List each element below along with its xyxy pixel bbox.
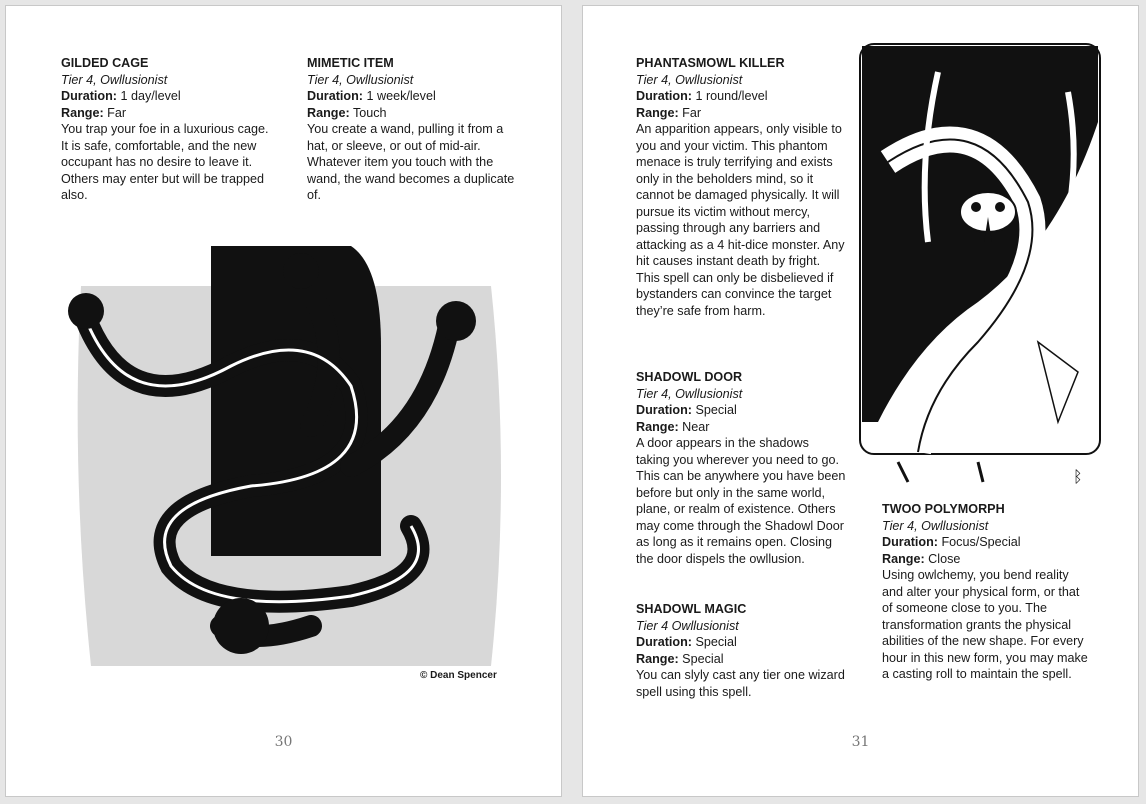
- spell-description: Using owlchemy, you bend reality and alter your physical form, or that of someone close to you. The transformation grants the physical abilities of the new shape. For every hour in this new form, you may make a casting roll to maintain the spell.: [882, 568, 1088, 681]
- spell-shadowl-magic: [636, 601, 846, 700]
- spell-range: Range: Far: [636, 105, 702, 120]
- spell-description: An apparition appears, only visible to you and your victim. This phantom menace is truly terrifying and exists only in the beholders mind, so it cannot be damaged physically. It will pursue its victim without mercy, passing through any barriers and attacking as a 4 hit-dice monster. Any hit causes instant death by fright. This spell can only be disbelieved if bystanders can convince the target they’re safe from harm.: [636, 122, 845, 318]
- spell-tier: Tier 4, Owllusionist: [882, 518, 989, 533]
- owl-monster-illustration: [858, 42, 1103, 487]
- spell-duration: Duration: 1 day/level: [61, 89, 181, 103]
- spell-title: TWOO POLYMORPH: [882, 502, 1005, 516]
- spell-description: A door appears in the shadows taking you wherever you need to go. This can be anywhere you have been before but only in the same world, plane, or realm of existence. Others may come through the Shadowl Door as long as it remains open. Closing the door dispels the owllusion.: [636, 436, 846, 566]
- spell-gilded-cage: [61, 55, 271, 204]
- page-number: 31: [851, 734, 870, 750]
- spell-description: You create a wand, pulling it from a hat, or sleeve, or out of mid-air. Whatever item you touch with the wand, the wand becomes a duplicate of.: [307, 122, 515, 202]
- spell-description: You trap your foe in a luxurious cage. It is safe, comfortable, and the new occupant has no desire to leave it. Others may enter but will be trapped also.: [61, 122, 269, 202]
- spell-title: MIMETIC ITEM: [307, 56, 394, 70]
- tentacle-monster-illustration: [51, 226, 521, 696]
- spell-duration: Duration: 1 week/level: [307, 89, 436, 103]
- spell-duration: Duration: Special: [636, 403, 737, 417]
- spell-mimetic-item: [307, 55, 517, 204]
- spell-duration: Duration: 1 round/level: [636, 89, 768, 103]
- illustration-credit: © Dean Spencer: [420, 670, 497, 681]
- spell-duration: Duration: Focus/Special: [882, 535, 1021, 549]
- spell-range: Range: Near: [636, 419, 710, 434]
- spell-range: Range: Close: [882, 551, 961, 566]
- spell-phantasmowl-killer: [636, 55, 846, 319]
- spell-range: Range: Special: [636, 651, 724, 666]
- page-31: [582, 5, 1139, 797]
- spell-twoo-polymorph: [882, 501, 1092, 683]
- page-number: 30: [274, 734, 293, 750]
- spell-tier: Tier 4, Owllusionist: [61, 72, 168, 87]
- svg-text:ᛒ: ᛒ: [1073, 467, 1083, 486]
- spell-range: Range: Far: [61, 105, 127, 120]
- spell-tier: Tier 4, Owllusionist: [636, 386, 743, 401]
- spell-duration: Duration: Special: [636, 635, 737, 649]
- spell-title: SHADOWL DOOR: [636, 370, 743, 384]
- spell-range: Range: Touch: [307, 105, 387, 120]
- page-30: [5, 5, 562, 797]
- spell-title: GILDED CAGE: [61, 56, 149, 70]
- spell-tier: Tier 4 Owllusionist: [636, 618, 739, 633]
- spell-tier: Tier 4, Owllusionist: [636, 72, 743, 87]
- spell-title: PHANTASMOWL KILLER: [636, 56, 785, 70]
- spell-description: You can slyly cast any tier one wizard spell using this spell.: [636, 668, 845, 699]
- spell-tier: Tier 4, Owllusionist: [307, 72, 414, 87]
- spell-shadowl-door: [636, 369, 846, 567]
- spell-title: SHADOWL MAGIC: [636, 602, 747, 616]
